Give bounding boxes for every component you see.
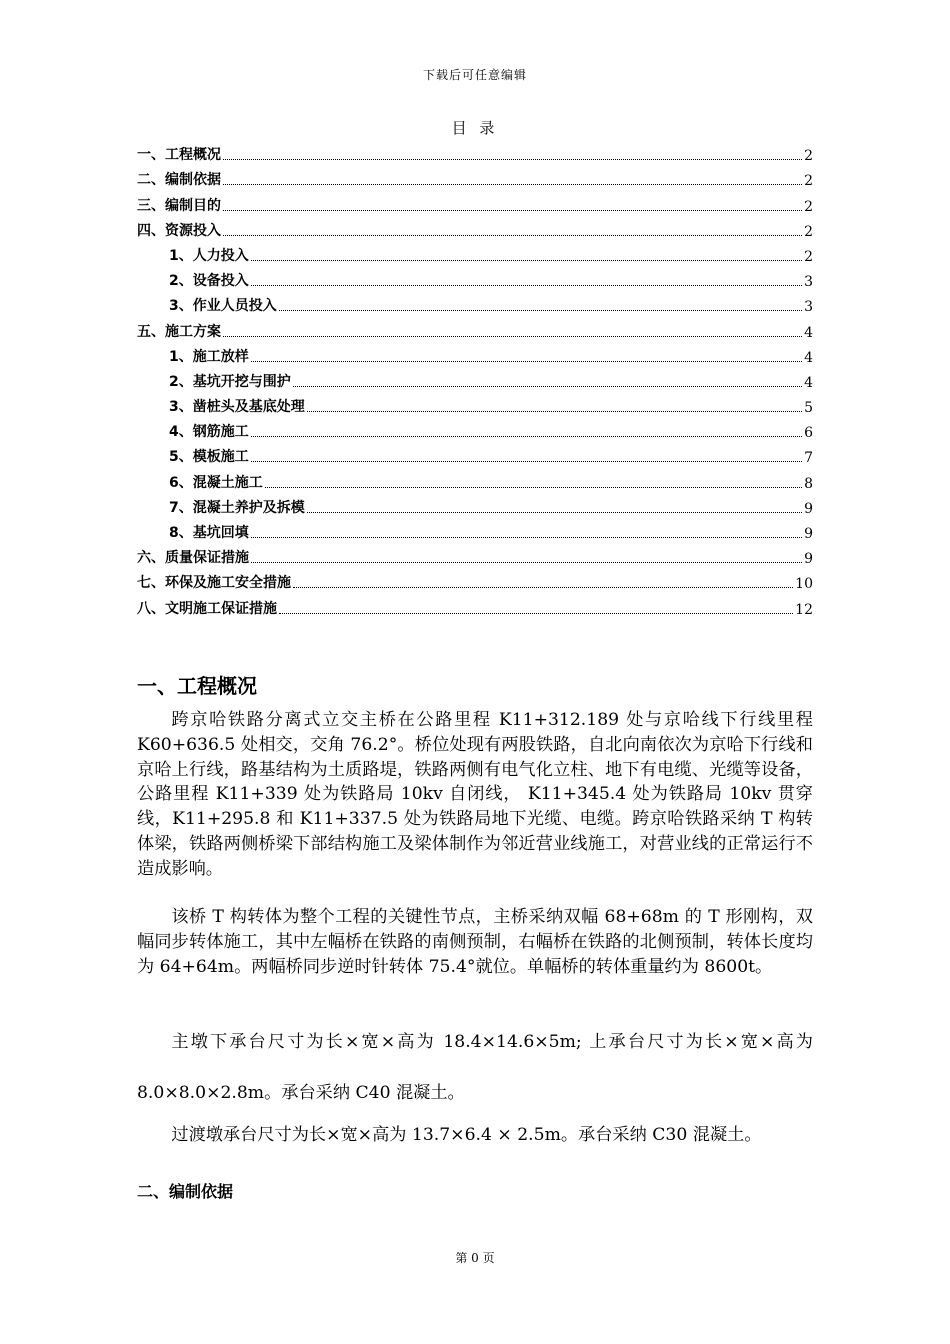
toc-entry[interactable] (137, 542, 813, 567)
toc-leader-dots (251, 361, 802, 362)
toc-leader-dots (251, 436, 802, 437)
toc-entry-label: 七、环保及施工安全措施 (137, 575, 291, 592)
toc-entry-label: 二、编制依据 (137, 172, 221, 189)
toc-entry-label: 7、混凝土养护及拆模 (169, 499, 305, 516)
toc-entry[interactable] (137, 315, 813, 340)
toc-leader-dots (223, 184, 802, 185)
toc-entry-label: 3、凿桩头及基底处理 (169, 399, 305, 416)
toc-subentry[interactable] (137, 341, 813, 366)
section-heading-overview: 一、工程概况 (137, 674, 257, 698)
toc-entry-page: 3 (804, 274, 813, 291)
body-paragraph: 过渡墩承台尺寸为长×宽×高为 13.7×6.4 × 2.5m。承台采纳 C30 混凝土。 (171, 1125, 762, 1145)
toc-subentry[interactable] (137, 441, 813, 466)
toc-entry[interactable] (137, 189, 813, 214)
toc-leader-dots (223, 210, 802, 211)
toc-subentry[interactable] (137, 366, 813, 391)
toc-leader-dots (293, 587, 793, 588)
toc-entry-page: 2 (804, 223, 813, 240)
toc-entry-page: 2 (804, 173, 813, 190)
toc-entry-label: 2、设备投入 (169, 273, 249, 290)
toc-entry[interactable] (137, 215, 813, 240)
toc-subentry[interactable] (137, 265, 813, 290)
toc-leader-dots (223, 235, 802, 236)
toc-entry-label: 三、编制目的 (137, 197, 221, 214)
toc-entry-label: 六、质量保证措施 (137, 550, 249, 567)
toc-entry-page: 4 (804, 374, 813, 391)
toc-subentry[interactable] (137, 416, 813, 441)
toc-entry-page: 12 (795, 601, 813, 618)
toc-entry-page: 3 (804, 299, 813, 316)
toc-entry[interactable] (137, 164, 813, 189)
toc-entry-page: 8 (804, 475, 813, 492)
toc-subentry[interactable] (137, 240, 813, 265)
toc-entry-label: 4、钢筋施工 (169, 424, 249, 441)
toc-entry-label: 2、基坑开挖与围护 (169, 373, 291, 390)
toc-subentry[interactable] (137, 517, 813, 542)
toc-entry-page: 9 (804, 500, 813, 517)
toc-entry-page: 9 (804, 551, 813, 568)
table-of-contents (137, 139, 813, 618)
body-paragraph: 主墩下承台尺寸为长×宽×高为 18.4×14.6×5m; 上承台尺寸为长×宽×高为 8.0×8.0×2.8m。承台采纳 C40 混凝土。 (137, 1032, 813, 1103)
toc-leader-dots (251, 461, 802, 462)
toc-leader-dots (307, 512, 802, 513)
toc-leader-dots (223, 159, 802, 160)
toc-entry-page: 6 (804, 425, 813, 442)
toc-entry-page: 7 (804, 450, 813, 467)
toc-entry-page: 2 (804, 248, 813, 265)
toc-entry-label: 3、作业人员投入 (169, 298, 277, 315)
toc-entry[interactable] (137, 592, 813, 617)
toc-leader-dots (265, 487, 802, 488)
toc-leader-dots (293, 386, 802, 387)
toc-leader-dots (251, 285, 802, 286)
toc-entry[interactable] (137, 567, 813, 592)
body-paragraph: 跨京哈铁路分离式立交主桥在公路里程 K11+312.189 处与京哈线下行线里程 K60+636.5 处相交，交角 76.2°。桥位处现有两股铁路，自北向南依次为京哈下行线和京哈上行线，路基结构为土质路堤，铁路两侧有电气化立柱、地下有电缆、光缆等设备，公路里程 K11+339 处为铁路局 10kv 自闭线， K11+345.4 处为铁路局 10kv 贯穿线，K11+295.8 和 K11+337.5 处为铁路局地下光缆、电缆。跨京哈铁路采纳 T 构转体梁，铁路两侧桥梁下部结构施工及梁体制作为邻近营业线施工，对营业线的正常运行不造成影响。 (137, 710, 813, 879)
toc-entry-page: 2 (804, 148, 813, 165)
toc-entry-label: 6、混凝土施工 (169, 474, 263, 491)
toc-leader-dots (251, 260, 802, 261)
toc-entry-page: 2 (804, 198, 813, 215)
toc-entry-page: 10 (795, 576, 813, 593)
toc-entry-label: 1、施工放样 (169, 348, 249, 365)
toc-leader-dots (251, 537, 802, 538)
toc-entry-label: 8、基坑回填 (169, 525, 249, 541)
toc-entry-label: 四、资源投入 (137, 222, 221, 239)
toc-entry-label: 1、人力投入 (169, 247, 249, 264)
toc-leader-dots (223, 336, 802, 337)
toc-subentry[interactable] (137, 466, 813, 491)
page-header: 下载后可任意编辑 (422, 68, 527, 82)
toc-entry-page: 5 (804, 400, 813, 417)
toc-leader-dots (251, 562, 802, 563)
toc-entry-label: 八、文明施工保证措施 (137, 600, 277, 617)
body-paragraph: 该桥 T 构转体为整个工程的关键性节点，主桥采纳双幅 68+68m 的 T 形刚构，双幅同步转体施工，其中左幅桥在铁路的南侧预制，右幅桥在铁路的北侧预制，转体长度均为 64+64m。两幅桥同步逆时针转体 75.4°就位。单幅桥的转体重量约为 8600t。 (137, 907, 813, 977)
section-heading-basis: 二、编制依据 (137, 1182, 234, 1201)
toc-entry-label: 五、施工方案 (137, 323, 221, 340)
toc-entry-page: 9 (804, 526, 813, 542)
toc-subentry[interactable] (137, 492, 813, 517)
toc-entry-label: 一、工程概况 (137, 147, 221, 164)
toc-entry-page: 4 (804, 349, 813, 366)
toc-leader-dots (279, 310, 802, 311)
toc-leader-dots (279, 613, 793, 614)
page-footer: 第 0 页 (455, 1251, 495, 1265)
toc-subentry[interactable] (137, 391, 813, 416)
toc-leader-dots (307, 411, 802, 412)
toc-title: 目 录 (451, 119, 499, 137)
toc-entry-label: 5、模板施工 (169, 449, 249, 466)
toc-entry-page: 4 (804, 324, 813, 341)
toc-subentry[interactable] (137, 290, 813, 315)
toc-entry[interactable] (137, 139, 813, 164)
